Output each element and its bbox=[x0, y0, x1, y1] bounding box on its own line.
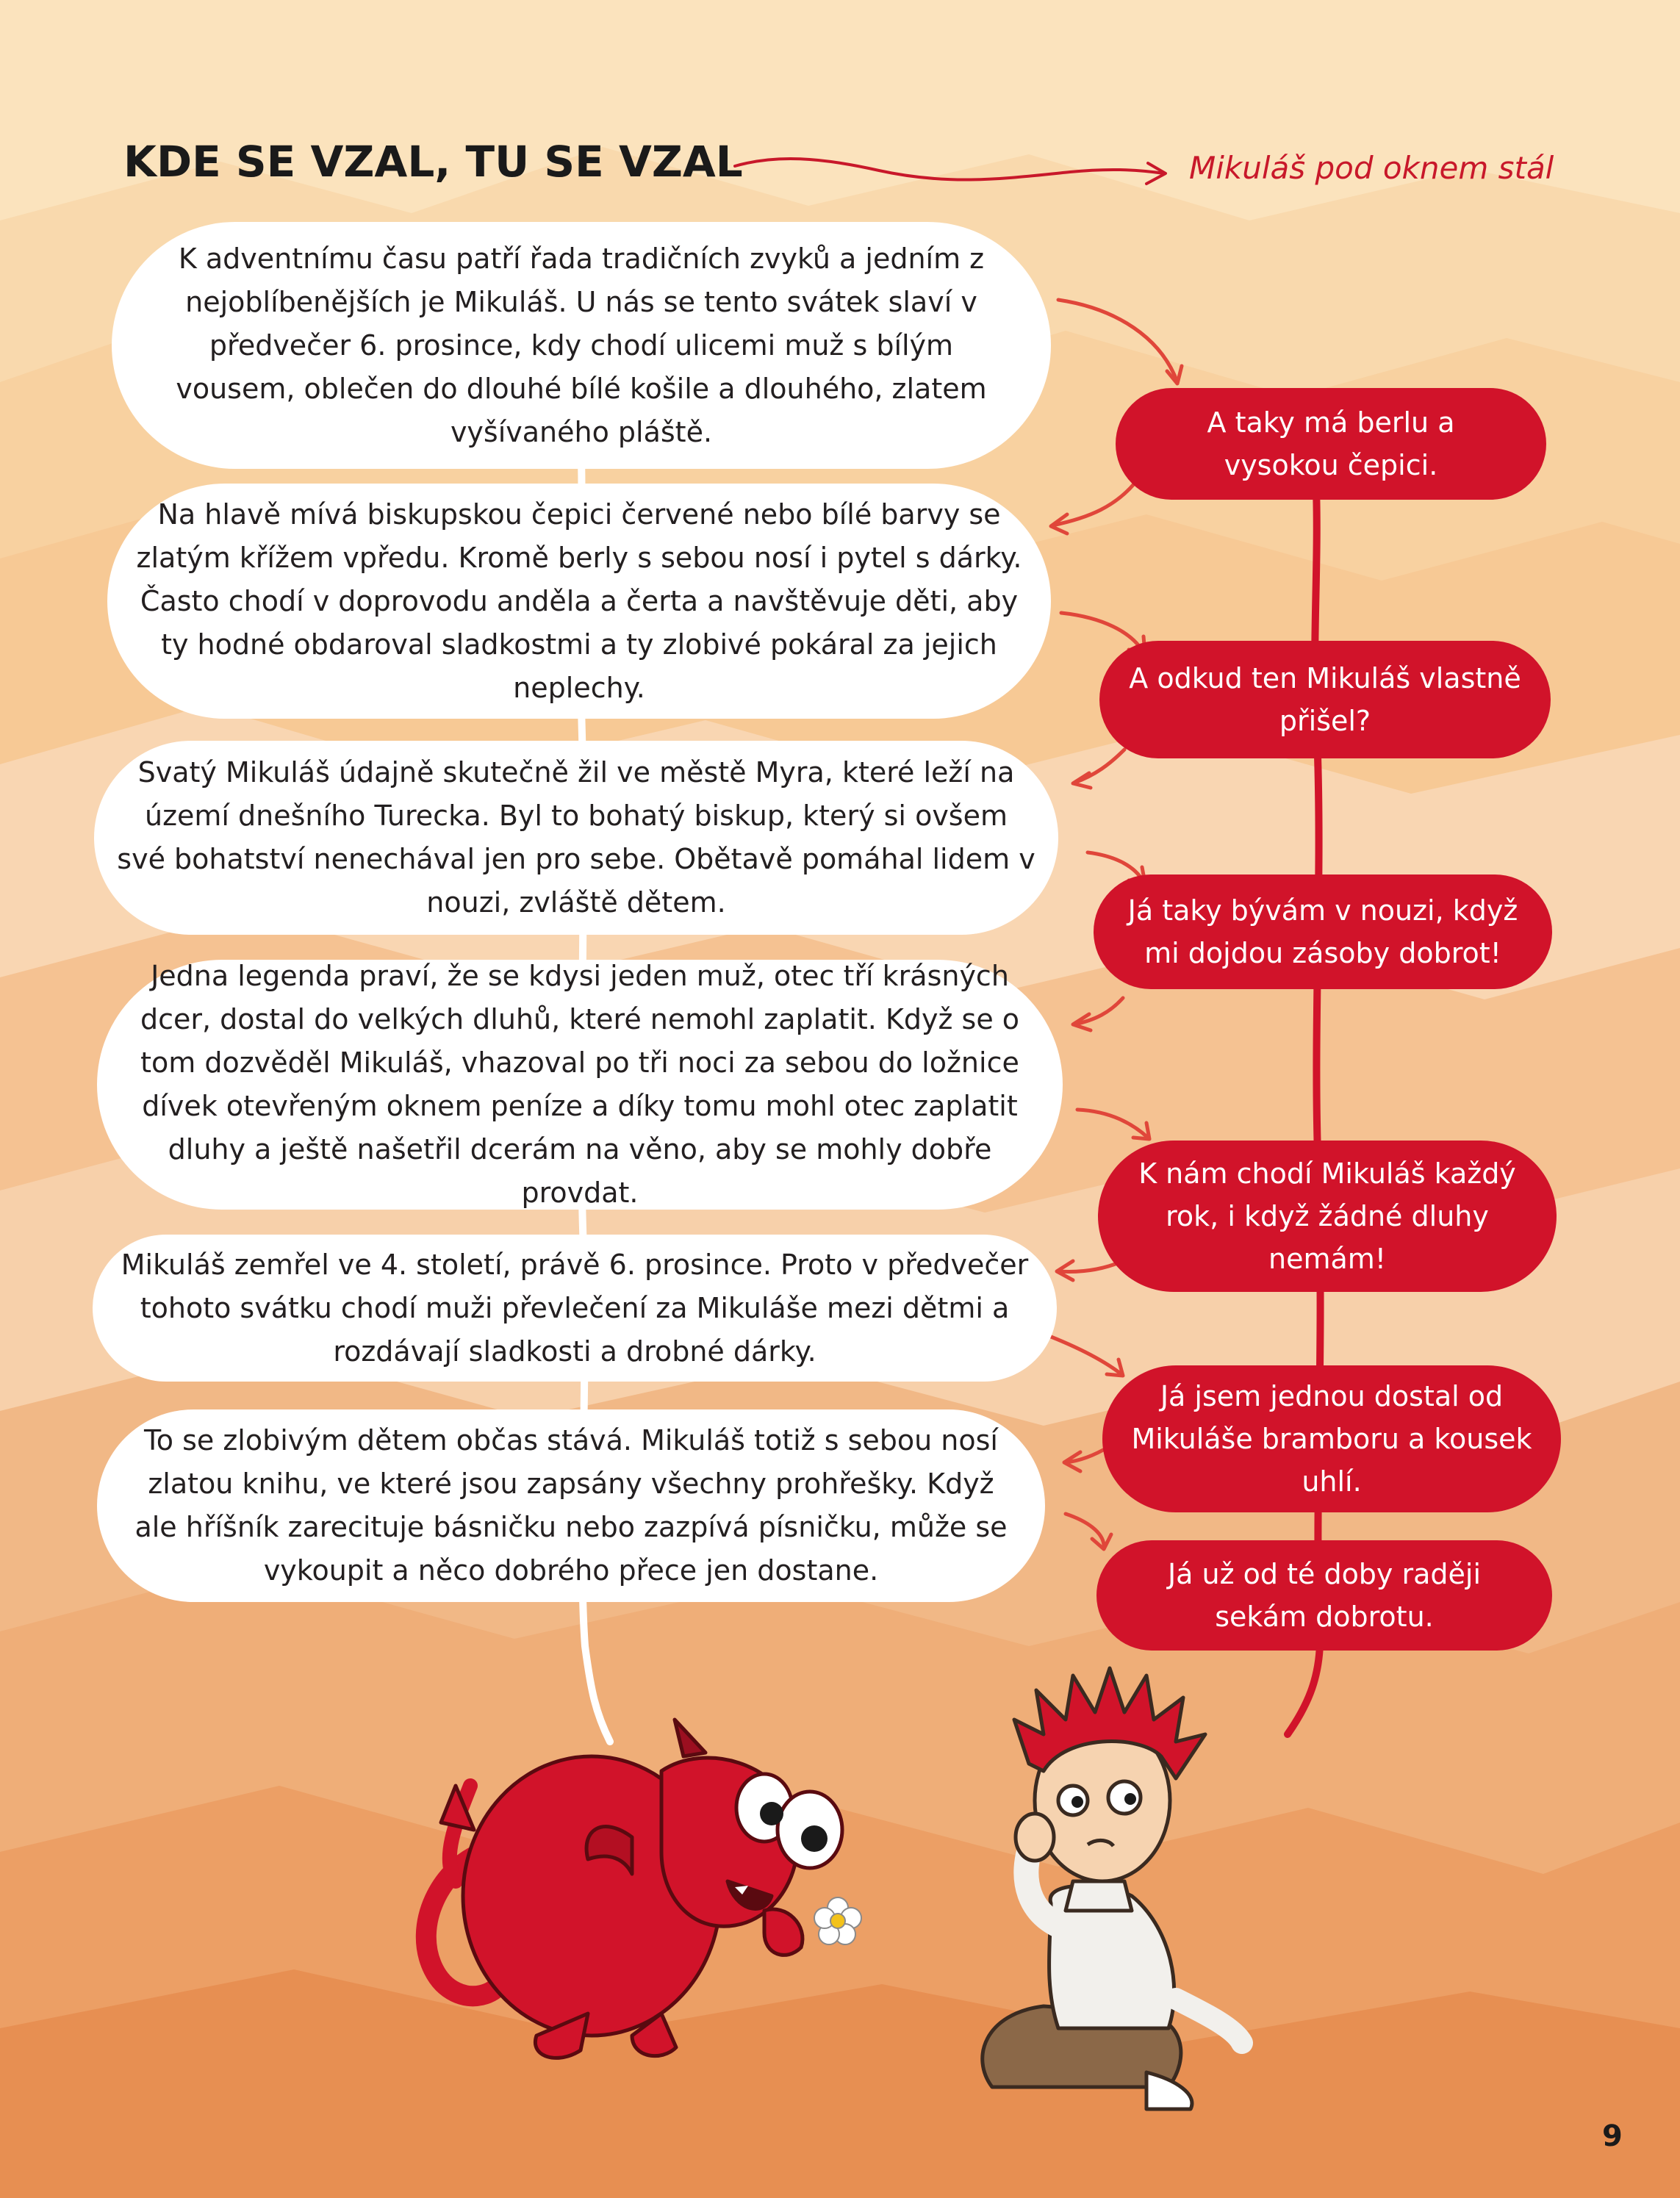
flower-icon bbox=[814, 1897, 861, 1944]
red-devil-character bbox=[426, 1720, 861, 2058]
response-5: Já jsem jednou dostal od Mikuláše bramboru a kousek uhlí. bbox=[1131, 1380, 1532, 1498]
paragraph-5: Mikuláš zemřel ve 4. století, právě 6. prosince. Proto v předvečer tohoto svátku chodí muži převlečení za Mikuláše mezi dětmi a rozdávají sladkosti a drobné dárky. bbox=[121, 1248, 1029, 1368]
response-1: A taky má berlu a vysokou čepici. bbox=[1207, 406, 1455, 481]
response-6: Já už od té doby raději sekám dobrotu. bbox=[1167, 1558, 1482, 1633]
response-2: A odkud ten Mikuláš vlastně přišel? bbox=[1129, 662, 1521, 737]
page-title: KDE SE VZAL, TU SE VZAL bbox=[123, 137, 743, 187]
paragraph-3: Svatý Mikuláš údajně skutečně žil ve městě Myra, které leží na území dnešního Turecka. Byl to bohatý biskup, který si ovšem své bohatství nenechával jen pro sebe. Obětavě pomáhal lidem v nouzi, zvláště dětem. bbox=[117, 756, 1035, 919]
page-subtitle: Mikuláš pod oknem stál bbox=[1189, 150, 1554, 186]
page-number: 9 bbox=[1602, 2119, 1623, 2153]
response-3: Já taky bývám v nouzi, když mi dojdou zásoby dobrot! bbox=[1127, 894, 1518, 969]
boy-character bbox=[983, 1668, 1242, 2109]
paragraph-2: Na hlavě mívá biskupskou čepici červené nebo bílé barvy se zlatým křížem vpředu. Kromě berly s sebou nosí i pytel s dárky. Často chodí v doprovodu anděla a čerta a navštěvuje děti, aby ty hodné obdaroval sladkostmi a ty zlobivé pokáral za jejich neplechy. bbox=[136, 498, 1022, 704]
paragraph-1: K adventnímu času patří řada tradičních zvyků a jedním z nejoblíbenějších je Mikuláš. U nás se tento svátek slaví v předvečer 6. prosince, kdy chodí ulicemi muž s bílým vousem, oblečen do dlouhé bílé košile a dlouhého, zlatem vyšívaného pláště. bbox=[176, 242, 987, 448]
response-4: K nám chodí Mikuláš každý rok, i když žádné dluhy nemám! bbox=[1138, 1157, 1516, 1275]
paragraph-6: To se zlobivým dětem občas stává. Mikuláš totiž s sebou nosí zlatou knihu, ve které jsou zapsány všechny prohřešky. Když ale hříšník zarecituje básničku nebo zazpívá písničku, může se vykoupit a něco dobrého přece jen dostane. bbox=[134, 1424, 1008, 1587]
paragraph-4: Jedna legenda praví, že se kdysi jeden muž, otec tří krásných dcer, dostal do velkých dluhů, které nemohl zaplatit. Když se o tom dozvěděl Mikuláš, vhazoval po tři noci za sebou do ložnice dívek otevřeným oknem peníze a díky tomu mohl otec zaplatit dluhy a ještě našetřil dcerám na věno, aby se mohly dobře provdat. bbox=[140, 960, 1020, 1209]
